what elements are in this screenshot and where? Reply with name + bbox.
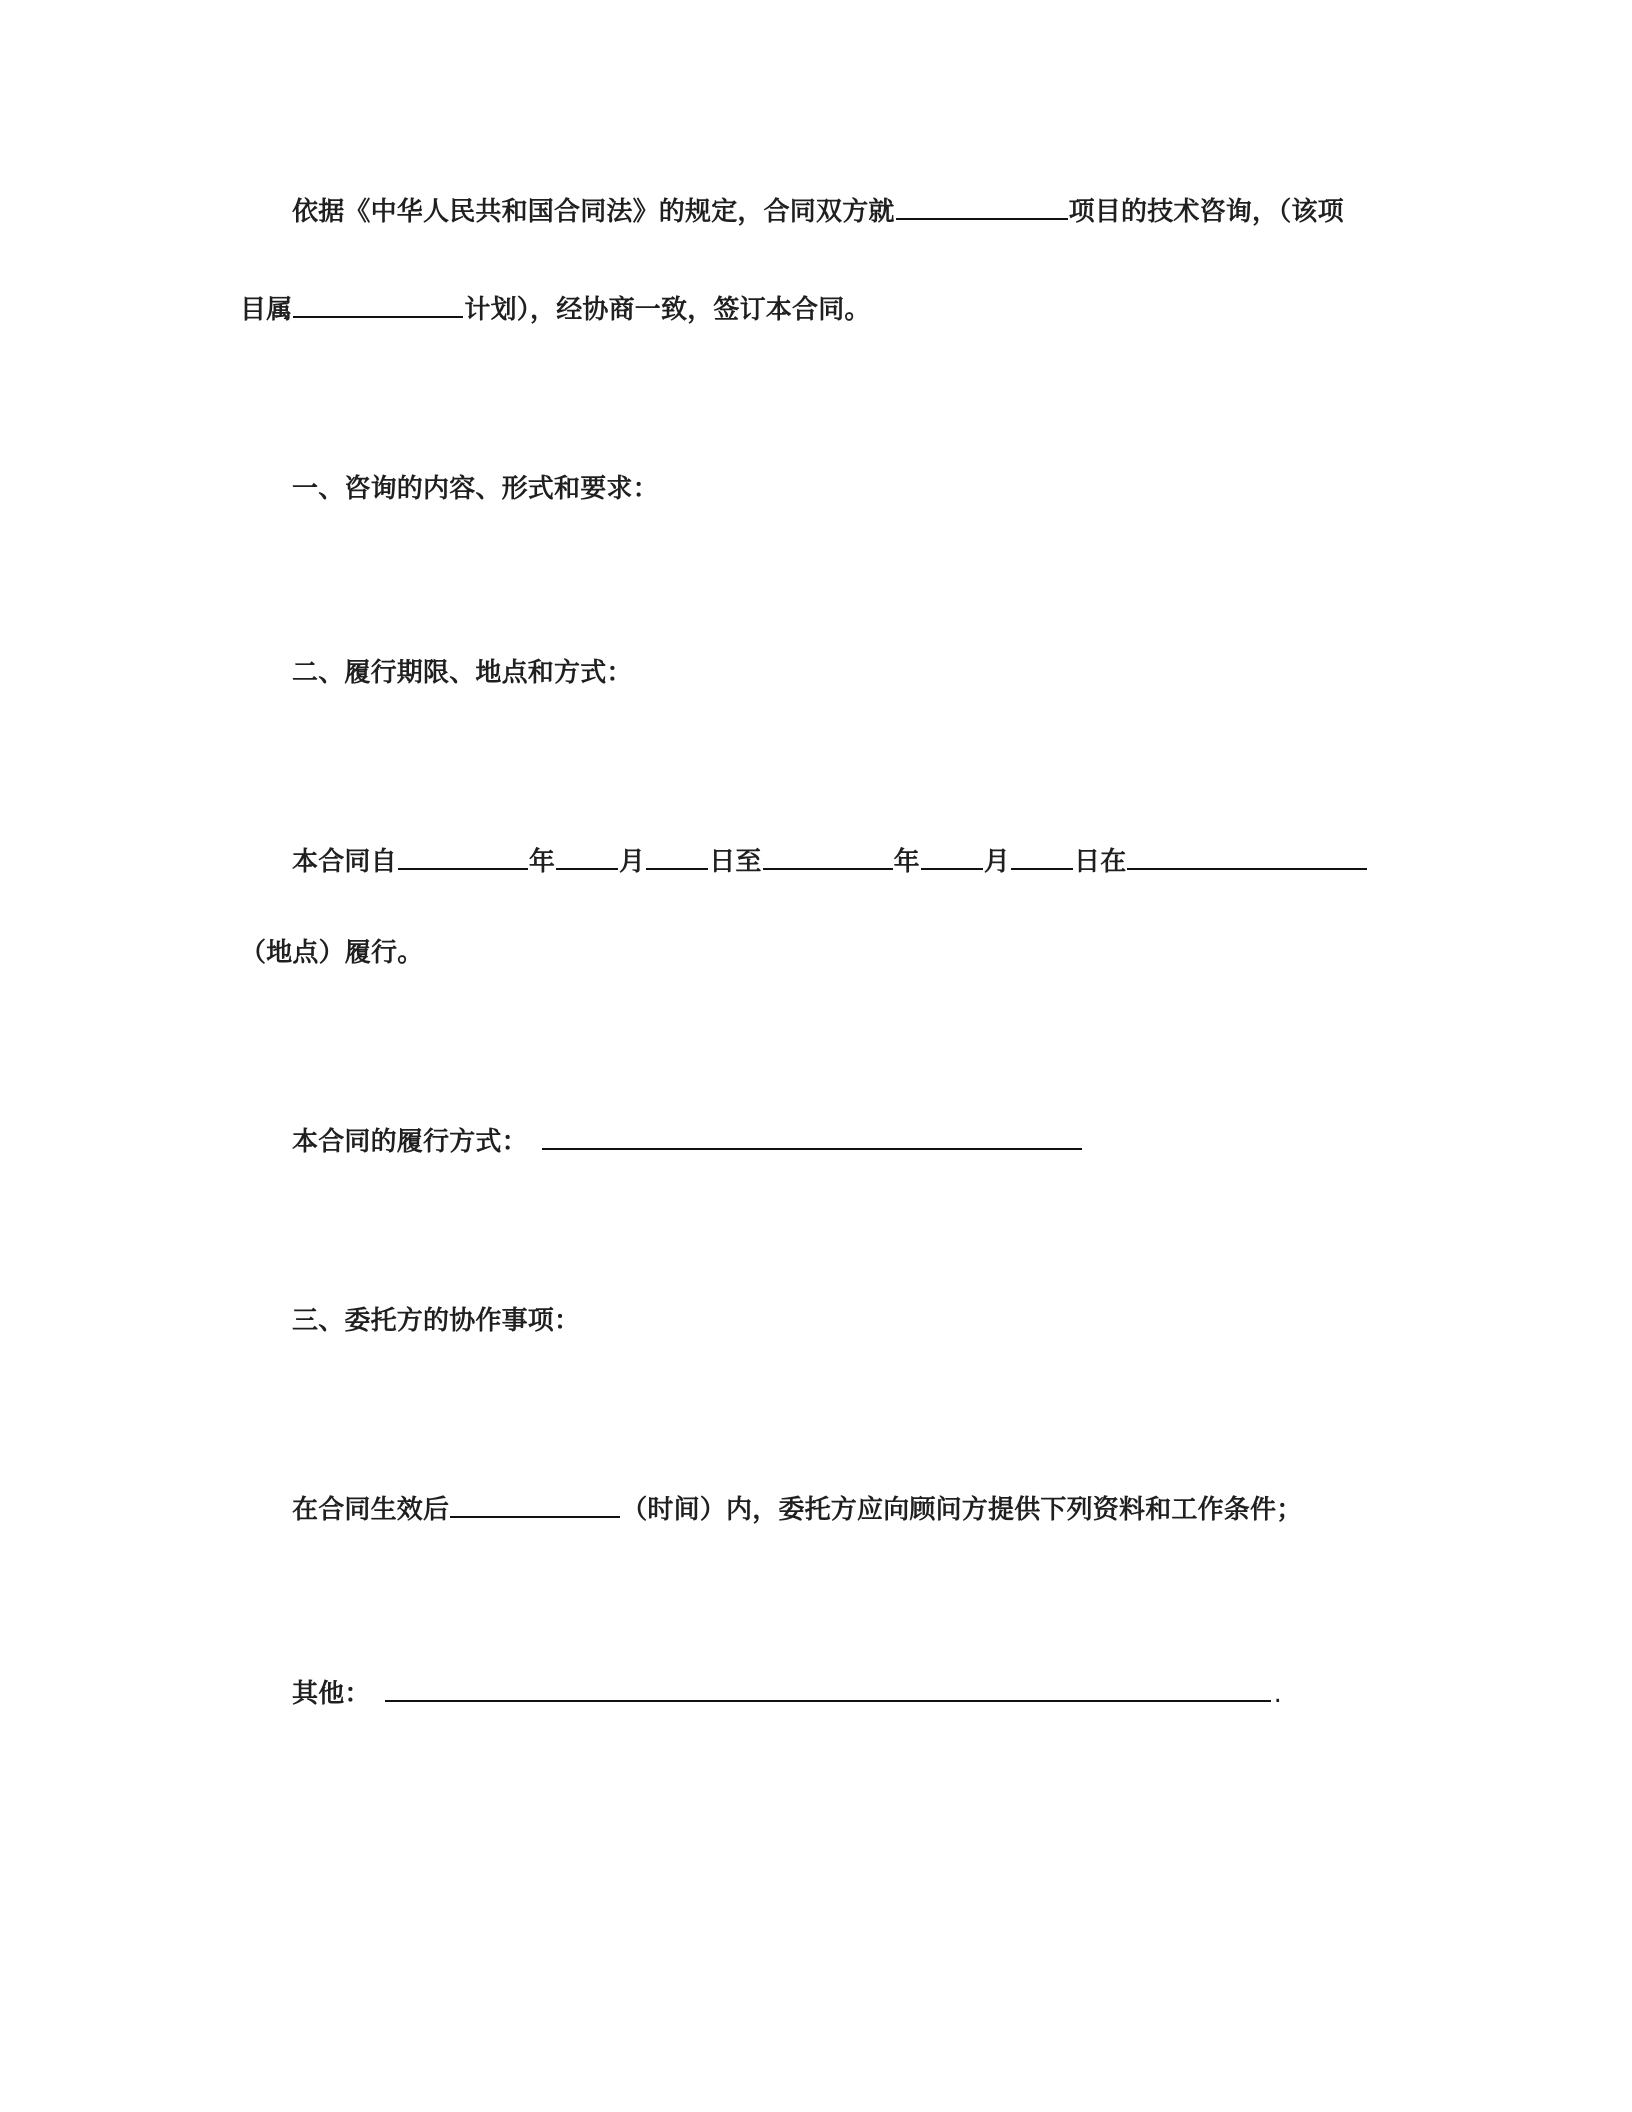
end-month-blank[interactable]	[921, 840, 983, 870]
method-line	[292, 1120, 1083, 1159]
method-blank[interactable]	[542, 1120, 1082, 1150]
section-2-heading-text: 二、履行期限、地点和方式：	[292, 658, 633, 688]
end-day-blank[interactable]	[1011, 840, 1073, 870]
place-suffix: （地点）履行。	[240, 938, 424, 968]
end-year-label: 年	[893, 847, 920, 877]
intro-line-2	[240, 288, 871, 327]
section-1-heading-text: 一、咨询的内容、形式和要求：	[292, 474, 659, 504]
intro-text-2a: 目属	[240, 295, 293, 325]
method-label: 本合同的履行方式：	[292, 1127, 528, 1157]
project-name-blank[interactable]	[896, 190, 1068, 220]
start-year-label: 年	[528, 847, 556, 877]
materials-text-b: （时间）内，委托方应向顾问方提供下列资料和工作条件；	[621, 1495, 1303, 1525]
other-blank[interactable]	[385, 1672, 1271, 1702]
start-year-blank[interactable]	[398, 840, 528, 870]
start-day-blank[interactable]	[646, 840, 708, 870]
period-line	[292, 840, 1368, 879]
section-3-heading-text: 三、委托方的协作事项：	[292, 1306, 581, 1336]
end-year-blank[interactable]	[763, 840, 893, 870]
section-3-heading	[292, 1304, 580, 1338]
materials-text-a: 在合同生效后	[292, 1495, 450, 1525]
intro-text-2b: 计划），经协商一致，签订本合同。	[464, 295, 871, 325]
period-prefix: 本合同自	[292, 847, 397, 877]
place-blank[interactable]	[1127, 840, 1367, 870]
other-line	[292, 1672, 1282, 1711]
start-day-until-label: 日至	[709, 847, 762, 877]
time-blank[interactable]	[450, 1488, 620, 1518]
materials-line	[292, 1488, 1302, 1527]
end-month-label: 月	[983, 847, 1011, 877]
plan-name-blank[interactable]	[293, 288, 463, 318]
section-2-heading	[292, 656, 633, 690]
other-label: 其他：	[292, 1679, 371, 1709]
intro-text-1b: 项目的技术咨询，（该项	[1068, 197, 1344, 227]
intro-line-1	[292, 190, 1344, 229]
start-month-label: 月	[619, 847, 646, 877]
start-month-blank[interactable]	[556, 840, 618, 870]
place-line	[240, 936, 423, 970]
intro-text-1a: 依据《中华人民共和国合同法》的规定，合同双方就	[292, 197, 895, 227]
other-end-mark: .	[1273, 1679, 1283, 1709]
section-1-heading	[292, 472, 659, 506]
end-day-at-label: 日在	[1074, 847, 1127, 877]
